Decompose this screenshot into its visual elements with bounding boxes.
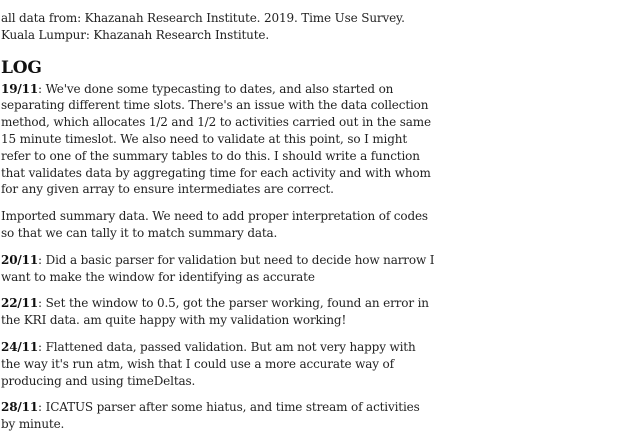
log-entry-date: 24/11 [1,339,39,354]
log-entry-text: : Did a basic parser for validation but need to decide how narrow I want to make the window for identifying as accurate [1,252,435,284]
log-entry-text: : Flattened data, passed validation. But am not very happy with the way it's run atm, wish that I could use a more accurate way of producing and using timeDeltas. [1,339,416,388]
log-entry-19-11 [1,81,437,199]
log-entry-date: 20/11 [1,252,39,267]
log-heading: LOG [1,57,42,78]
log-entry-24-11 [1,339,437,389]
log-entry-28-11 [1,399,437,433]
log-entry-date: 22/11 [1,296,39,311]
log-entry-date: 28/11 [1,400,39,415]
log-entry-20-11 [1,252,437,286]
log-entry-date: 19/11 [1,81,39,96]
log-entry-22-11 [1,295,437,329]
log-entry-text: : Set the window to 0.5, got the parser working, found an error in the KRI data. am quite happy with my validation working! [1,296,429,328]
log-entry-text: Imported summary data. We need to add proper interpretation of codes so that we can tally it to match summary data. [1,209,428,240]
log-entry-text: : We've done some typecasting to dates, and also started on separating different time slots. There's an issue with the data collection method, which allocates 1/2 and 1/2 to activities carried out in the same 15 minute timeslot. We also need to validate at this point, so I might refer to one of the summary tables to do this. I should write a function that validates data by aggregating time for each activity and with whom for any given array to ensure intermediates are correct. [1,81,431,197]
data-source-citation: all data from: Khazanah Research Institute. 2019. Time Use Survey. Kuala Lumpur: Khazanah Research Institute. [1,11,405,42]
log-entry-summary-import [1,208,437,242]
log-entry-text: : ICATUS parser after some hiatus, and time stream of activities by minute. [1,400,420,432]
